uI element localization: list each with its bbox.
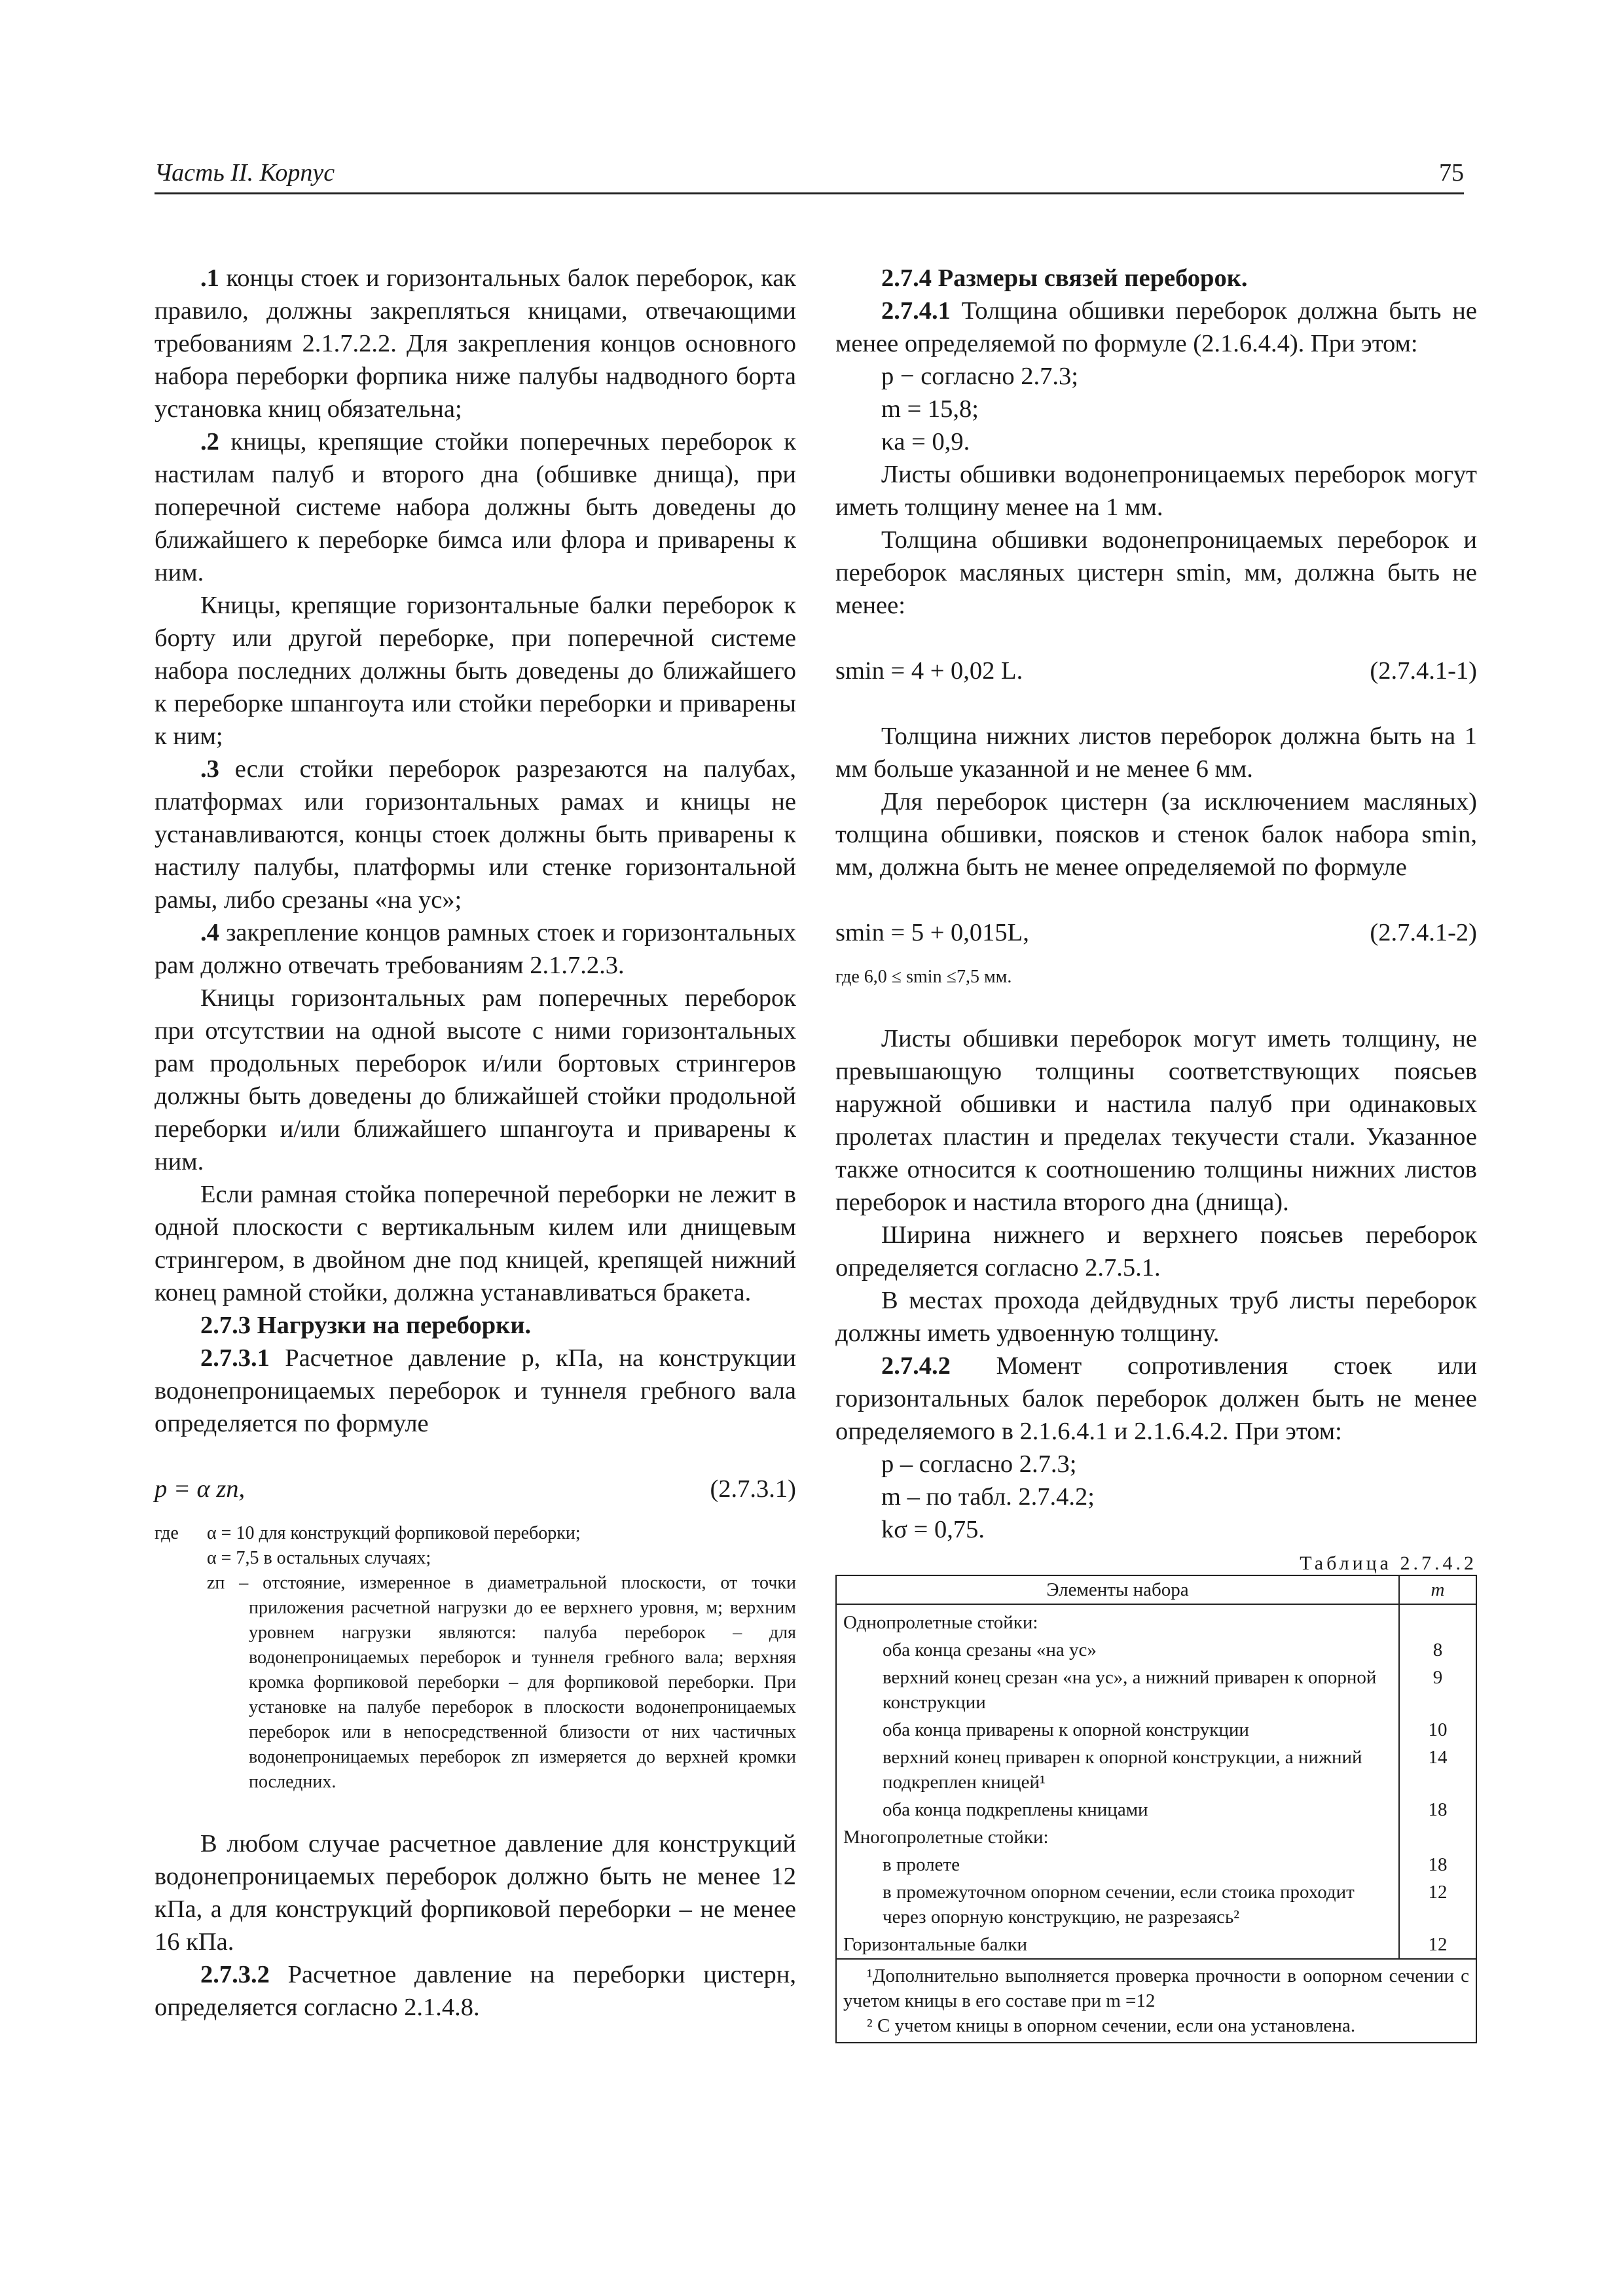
page xyxy=(155,151,1477,2036)
table-cell-element: в пролете xyxy=(836,1851,1399,1878)
formula xyxy=(835,655,1477,687)
condition: m = 15,8; xyxy=(881,395,979,423)
legend-item: α = 7,5 в остальных случаях; xyxy=(207,1548,431,1568)
paragraph: Ширина нижнего и верхнего поясьев переборок определяется согласно 2.7.5.1. xyxy=(835,1221,1477,1282)
where-label: где xyxy=(155,1523,179,1543)
formula-expression: smin = 4 + 0,02 L. xyxy=(835,657,1023,685)
table-row xyxy=(836,1823,1476,1851)
paragraph xyxy=(155,262,796,425)
paragraph: Листы обшивки водонепроницаемых переборок могут иметь толщину менее на 1 мм. xyxy=(835,461,1477,521)
table-cell-m: 10 xyxy=(1399,1716,1476,1744)
table-row xyxy=(836,1716,1476,1744)
table-cell-element: Горизонтальные балки xyxy=(836,1931,1399,1959)
footnote: ² С учетом кницы в опорном сечении, если она установлена. xyxy=(867,2015,1356,2036)
table-caption: Таблица 2.7.4.2 xyxy=(1300,1552,1477,1574)
paragraph-text: Расчетное давление p, кПа, на конструкции водонепроницаемых переборок и туннеля гребного вала определяется по формуле xyxy=(155,1344,796,1437)
table-row xyxy=(836,1796,1476,1823)
paragraph-text: закрепление концов рамных стоек и горизонтальных рам должно отвечать требованиям 2.1.7.2.3. xyxy=(155,919,796,979)
formula-constraint: где 6,0 ≤ smin ≤7,5 мм. xyxy=(835,967,1012,987)
formula xyxy=(155,1473,796,1505)
table-row xyxy=(836,1636,1476,1664)
table-cell-m: 8 xyxy=(1399,1636,1476,1664)
paragraph xyxy=(155,916,796,982)
table-header: m xyxy=(1399,1575,1476,1604)
table-cell-m xyxy=(1399,1604,1476,1636)
page-number: 75 xyxy=(1439,159,1464,187)
legend-item: zп – отстояние, измеренное в диаметральной плоскости, от точки приложения расчетной нагрузки до ее верхнего уровня, м; верхним уровнем нагрузки являются: палуба переборок – для водонепроницаемых переборок и туннеля гребного вала; верхняя кромка форпиковой переборки – для форпиковой переборки. При установке на палубе переборок в плоскости водонепроницаемых переборок или в непосредственной близости от них частичных водонепроницаемых переборок zп измеряется до верхней кромки последних. xyxy=(207,1573,796,1792)
condition: κa = 0,9. xyxy=(881,428,970,456)
table-cell-element: в промежуточном опорном сечении, если стоика проходит через опорную конструкцию, не разрезаясь² xyxy=(836,1878,1399,1931)
paragraph: Кницы горизонтальных рам поперечных переборок при отсутствии на одной высоте с ними горизонтальных рам продольных переборок и/или бортовых стрингеров должны быть доведены до ближайшей стойки продольной переборки и/или ближайшего шпангоута и приварены к ним. xyxy=(155,984,796,1175)
table-cell-m: 9 xyxy=(1399,1664,1476,1716)
legend-item: α = 10 для конструкций форпиковой переборки; xyxy=(207,1523,581,1543)
heading-text: 2.7.4 Размеры связей переборок. xyxy=(881,264,1248,292)
formula-number: (2.7.3.1) xyxy=(710,1475,796,1503)
paragraph: Толщина нижних листов переборок должна быть на 1 мм больше указанной и не менее 6 мм. xyxy=(835,723,1477,783)
table-cell-element: Многопролетные стойки: xyxy=(836,1823,1399,1851)
condition: p – согласно 2.7.3; xyxy=(881,1450,1077,1478)
item-number: .2 xyxy=(200,428,219,456)
condition: p − согласно 2.7.3; xyxy=(881,363,1078,390)
paragraph: Листы обшивки переборок могут иметь толщину, не превышающую толщины соответствующих поясьев наружной обшивки и настила палуб при одинаковых пролетах пластин и пределах текучести стали. Указанное также относится к соотношению толщины нижних листов переборок и настила второго дна (днища). xyxy=(835,1025,1477,1216)
section-heading xyxy=(155,1309,796,1342)
paragraph-text: Момент сопротивления стоек или горизонтальных балок переборок должен быть не менее определяемого в 2.1.6.4.1 и 2.1.6.4.2. При этом: xyxy=(835,1352,1477,1445)
paragraph-text: если стойки переборок разрезаются на палубах, платформах или горизонтальных рамах и кницы не устанавливаются, концы стоек должны быть приварены к настилу палубы, платформы или стенке горизонтальной рамы, либо срезаны «на ус»; xyxy=(155,755,796,914)
formula-legend xyxy=(155,1521,796,1795)
table-cell-element: Однопролетные стойки: xyxy=(836,1604,1399,1636)
paragraph xyxy=(835,1350,1477,1448)
paragraph xyxy=(155,753,796,916)
paragraph-text: кницы, крепящие стойки поперечных переборок к настилам палуб и второго дна (обшивке днища), при поперечной системе набора должны быть доведены до ближайшего к переборке бимса или флора и приварены к ним. xyxy=(155,428,796,586)
paragraph: Если рамная стойка поперечной переборки не лежит в одной плоскости с вертикальным килем или днищевым стрингером, в двойном дне под кницей, крепящей нижний конец рамной стойки, должна устанавливаться бракета. xyxy=(155,1181,796,1306)
heading-text: 2.7.3 Нагрузки на переборки. xyxy=(200,1312,532,1339)
section-heading xyxy=(835,262,1477,295)
paragraph: В местах прохода дейдвудных труб листы переборок должны иметь удвоенную толщину. xyxy=(835,1287,1477,1347)
paragraph-text: Расчетное давление на переборки цистерн, определяется согласно 2.1.4.8. xyxy=(155,1961,796,2021)
paragraph: В любом случае расчетное давление для конструкций водонепроницаемых переборок должно быть не менее 12 кПа, а для конструкций форпиковой переборки – не менее 16 кПа. xyxy=(155,1830,796,1956)
table-row xyxy=(836,1878,1476,1931)
table-row xyxy=(836,1931,1476,1959)
table-header: Элементы набора xyxy=(836,1575,1399,1604)
table xyxy=(835,1575,1477,1960)
table-cell-element: верхний конец срезан «на ус», а нижний приварен к опорной конструкции xyxy=(836,1664,1399,1716)
condition: kσ = 0,75. xyxy=(881,1516,985,1543)
paragraph-text: концы стоек и горизонтальных балок переборок, как правило, должны закрепляться кницами, отвечающими требованиям 2.1.7.2.2. Для закрепления концов основного набора переборки форпика ниже палубы надводного борта установка книц обязательна; xyxy=(155,264,796,423)
paragraph xyxy=(155,1958,796,2024)
condition: m – по табл. 2.7.4.2; xyxy=(881,1483,1095,1511)
paragraph: Кницы, крепящие горизонтальные балки переборок к борту или другой переборке, при поперечной системе набора последних должны быть доведены до ближайшего к переборке шпангоута или стойки переборки и приварены к ним; xyxy=(155,592,796,750)
table-cell-m: 12 xyxy=(1399,1878,1476,1931)
table-cell-element: оба конца приварены к опорной конструкции xyxy=(836,1716,1399,1744)
item-number: 2.7.3.2 xyxy=(200,1961,270,1988)
table-row xyxy=(836,1664,1476,1716)
paragraph: Для переборок цистерн (за исключением масляных) толщина обшивки, поясков и стенок балок набора smin, мм, должна быть не менее определяемой по формуле xyxy=(835,788,1477,881)
paragraph xyxy=(155,1342,796,1440)
paragraph xyxy=(835,295,1477,360)
running-header xyxy=(155,151,1464,194)
left-column xyxy=(155,262,796,2024)
item-number: 2.7.4.1 xyxy=(881,297,951,325)
right-column xyxy=(835,262,1477,2043)
part-title: Часть II. Корпус xyxy=(155,159,335,187)
table-row xyxy=(836,1604,1476,1636)
table-cell-element: оба конца срезаны «на ус» xyxy=(836,1636,1399,1664)
table-cell-m xyxy=(1399,1823,1476,1851)
footnote: ¹Дополнительно выполняется проверка прочности в оопорном сечении с учетом кницы в его составе при m =12 xyxy=(843,1965,1469,2011)
table-row xyxy=(836,1744,1476,1796)
formula-number: (2.7.4.1-1) xyxy=(1370,657,1477,685)
table-cell-element: оба конца подкреплены кницами xyxy=(836,1796,1399,1823)
item-number: .4 xyxy=(200,919,219,946)
formula xyxy=(835,916,1477,949)
item-number: .1 xyxy=(200,264,219,292)
table-cell-m: 14 xyxy=(1399,1744,1476,1796)
table-footnotes xyxy=(835,1960,1477,2043)
table-cell-m: 18 xyxy=(1399,1851,1476,1878)
formula-number: (2.7.4.1-2) xyxy=(1370,919,1477,946)
paragraph: Толщина обшивки водонепроницаемых переборок и переборок масляных цистерн smin, мм, должна быть не менее: xyxy=(835,526,1477,619)
table-cell-element: верхний конец приварен к опорной конструкции, а нижний подкреплен кницей¹ xyxy=(836,1744,1399,1796)
item-number: .3 xyxy=(200,755,219,783)
formula-expression: p = α zп, xyxy=(155,1475,246,1503)
formula-expression: smin = 5 + 0,015L, xyxy=(835,919,1029,946)
table-cell-m: 18 xyxy=(1399,1796,1476,1823)
item-number: 2.7.3.1 xyxy=(200,1344,270,1372)
table-row xyxy=(836,1851,1476,1878)
paragraph-text: Толщина обшивки переборок должна быть не менее определяемой по формуле (2.1.6.4.4). При этом: xyxy=(835,297,1477,357)
table-cell-m: 12 xyxy=(1399,1931,1476,1959)
paragraph xyxy=(155,425,796,589)
item-number: 2.7.4.2 xyxy=(881,1352,951,1380)
